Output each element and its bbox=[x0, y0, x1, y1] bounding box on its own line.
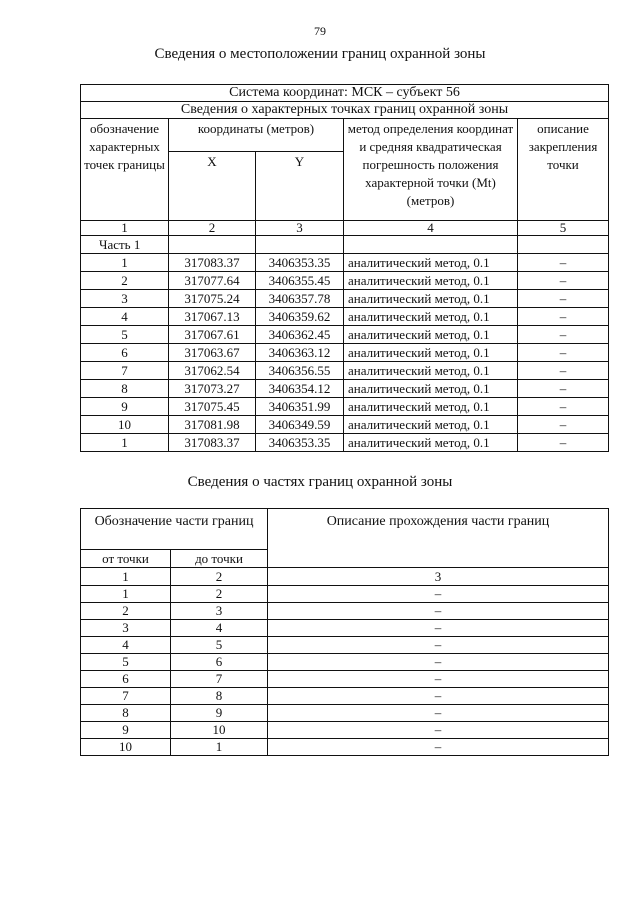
description-cell: – bbox=[518, 254, 609, 272]
point-cell: 2 bbox=[81, 272, 169, 290]
y-cell: 3406353.35 bbox=[256, 254, 344, 272]
description-cell: – bbox=[518, 308, 609, 326]
passage-description-cell: – bbox=[268, 603, 609, 620]
y-cell: 3406362.45 bbox=[256, 326, 344, 344]
x-cell: 317083.37 bbox=[169, 254, 256, 272]
description-cell: – bbox=[518, 272, 609, 290]
to-point-cell: 3 bbox=[171, 603, 268, 620]
boundary-points-table bbox=[80, 84, 609, 452]
table-row bbox=[81, 344, 609, 362]
to-point-cell: 1 bbox=[171, 739, 268, 756]
point-cell: 9 bbox=[81, 398, 169, 416]
point-cell: 6 bbox=[81, 344, 169, 362]
y-cell: 3406354.12 bbox=[256, 380, 344, 398]
table-row bbox=[81, 272, 609, 290]
x-cell: 317075.24 bbox=[169, 290, 256, 308]
page-number: 79 bbox=[314, 24, 326, 38]
passage-description-cell: – bbox=[268, 705, 609, 722]
description-cell: – bbox=[518, 434, 609, 452]
location-heading: Сведения о местоположении границ охранной зоны bbox=[154, 46, 486, 62]
y-cell: 3406349.59 bbox=[256, 416, 344, 434]
x-cell: 317081.98 bbox=[169, 416, 256, 434]
description-cell: – bbox=[518, 398, 609, 416]
col-header-point: обозначение характерных точек границы bbox=[81, 119, 169, 221]
table-row bbox=[81, 308, 609, 326]
to-point-cell: 8 bbox=[171, 688, 268, 705]
from-point-cell: 4 bbox=[81, 637, 171, 654]
table-row bbox=[81, 380, 609, 398]
table-row bbox=[81, 637, 609, 654]
table-row bbox=[81, 722, 609, 739]
point-cell: 7 bbox=[81, 362, 169, 380]
point-cell: 10 bbox=[81, 416, 169, 434]
description-cell: – bbox=[518, 290, 609, 308]
table-row bbox=[81, 671, 609, 688]
passage-description-cell: – bbox=[268, 671, 609, 688]
method-cell: аналитический метод, 0.1 bbox=[344, 290, 518, 308]
from-point-cell: 6 bbox=[81, 671, 171, 688]
from-point-cell: 3 bbox=[81, 620, 171, 637]
method-cell: аналитический метод, 0.1 bbox=[344, 416, 518, 434]
x-cell: 317073.27 bbox=[169, 380, 256, 398]
x-cell: 317067.13 bbox=[169, 308, 256, 326]
col-number: 4 bbox=[344, 221, 518, 236]
description-cell: – bbox=[518, 326, 609, 344]
x-cell: 317062.54 bbox=[169, 362, 256, 380]
method-cell: аналитический метод, 0.1 bbox=[344, 434, 518, 452]
passage-description-cell: – bbox=[268, 586, 609, 603]
description-cell: – bbox=[518, 380, 609, 398]
col-header-x: X bbox=[169, 152, 256, 221]
from-point-cell: 8 bbox=[81, 705, 171, 722]
to-point-cell: 6 bbox=[171, 654, 268, 671]
coordinate-system-row: Система координат: МСК – субъект 56 bbox=[81, 85, 609, 102]
from-point-cell: 5 bbox=[81, 654, 171, 671]
col-header-passage-description: Описание прохождения части границ bbox=[268, 509, 609, 568]
to-point-cell: 5 bbox=[171, 637, 268, 654]
y-cell: 3406359.62 bbox=[256, 308, 344, 326]
table-row bbox=[81, 654, 609, 671]
x-cell: 317077.64 bbox=[169, 272, 256, 290]
passage-description-cell: – bbox=[268, 620, 609, 637]
passage-description-cell: – bbox=[268, 637, 609, 654]
col-header-designation: Обозначение части границ bbox=[81, 509, 268, 550]
y-cell: 3406351.99 bbox=[256, 398, 344, 416]
table-row bbox=[81, 290, 609, 308]
point-cell: 1 bbox=[81, 254, 169, 272]
point-cell: 5 bbox=[81, 326, 169, 344]
col-number: 2 bbox=[171, 568, 268, 586]
x-cell: 317067.61 bbox=[169, 326, 256, 344]
x-cell: 317063.67 bbox=[169, 344, 256, 362]
to-point-cell: 2 bbox=[171, 586, 268, 603]
table-row bbox=[81, 326, 609, 344]
col-number: 3 bbox=[256, 221, 344, 236]
part-label: Часть 1 bbox=[81, 236, 169, 254]
points-info-row: Сведения о характерных точках границ охранной зоны bbox=[81, 102, 609, 119]
table-row bbox=[81, 398, 609, 416]
y-cell: 3406357.78 bbox=[256, 290, 344, 308]
point-cell: 3 bbox=[81, 290, 169, 308]
table-row bbox=[81, 362, 609, 380]
method-cell: аналитический метод, 0.1 bbox=[344, 272, 518, 290]
from-point-cell: 10 bbox=[81, 739, 171, 756]
point-cell: 4 bbox=[81, 308, 169, 326]
col-number: 5 bbox=[518, 221, 609, 236]
col-number: 1 bbox=[81, 221, 169, 236]
table-row bbox=[81, 705, 609, 722]
col-header-method: метод определения координат и средняя квадратическая погрешность положения характерной точки (Mt) (метров) bbox=[344, 119, 518, 221]
to-point-cell: 10 bbox=[171, 722, 268, 739]
from-point-cell: 7 bbox=[81, 688, 171, 705]
table-row bbox=[81, 620, 609, 637]
point-cell: 8 bbox=[81, 380, 169, 398]
col-number: 2 bbox=[169, 221, 256, 236]
method-cell: аналитический метод, 0.1 bbox=[344, 380, 518, 398]
parts-heading: Сведения о частях границ охранной зоны bbox=[187, 474, 453, 490]
method-cell: аналитический метод, 0.1 bbox=[344, 362, 518, 380]
from-point-cell: 2 bbox=[81, 603, 171, 620]
method-cell: аналитический метод, 0.1 bbox=[344, 326, 518, 344]
col-header-from-point: от точки bbox=[81, 550, 171, 568]
col-header-coordinates: координаты (метров) bbox=[169, 119, 344, 152]
y-cell: 3406353.35 bbox=[256, 434, 344, 452]
col-header-to-point: до точки bbox=[171, 550, 268, 568]
table-row bbox=[81, 603, 609, 620]
y-cell: 3406363.12 bbox=[256, 344, 344, 362]
table-row bbox=[81, 739, 609, 756]
col-number: 3 bbox=[268, 568, 609, 586]
from-point-cell: 1 bbox=[81, 586, 171, 603]
method-cell: аналитический метод, 0.1 bbox=[344, 344, 518, 362]
to-point-cell: 4 bbox=[171, 620, 268, 637]
method-cell: аналитический метод, 0.1 bbox=[344, 398, 518, 416]
x-cell: 317083.37 bbox=[169, 434, 256, 452]
y-cell: 3406355.45 bbox=[256, 272, 344, 290]
description-cell: – bbox=[518, 362, 609, 380]
to-point-cell: 9 bbox=[171, 705, 268, 722]
passage-description-cell: – bbox=[268, 654, 609, 671]
from-point-cell: 9 bbox=[81, 722, 171, 739]
passage-description-cell: – bbox=[268, 739, 609, 756]
table-row bbox=[81, 688, 609, 705]
col-header-description: описание закрепления точки bbox=[518, 119, 609, 221]
passage-description-cell: – bbox=[268, 688, 609, 705]
col-number: 1 bbox=[81, 568, 171, 586]
description-cell: – bbox=[518, 344, 609, 362]
point-cell: 1 bbox=[81, 434, 169, 452]
method-cell: аналитический метод, 0.1 bbox=[344, 308, 518, 326]
table-row bbox=[81, 416, 609, 434]
col-header-y: Y bbox=[256, 152, 344, 221]
passage-description-cell: – bbox=[268, 722, 609, 739]
x-cell: 317075.45 bbox=[169, 398, 256, 416]
table-row bbox=[81, 434, 609, 452]
to-point-cell: 7 bbox=[171, 671, 268, 688]
method-cell: аналитический метод, 0.1 bbox=[344, 254, 518, 272]
boundary-parts-table bbox=[80, 508, 609, 756]
y-cell: 3406356.55 bbox=[256, 362, 344, 380]
description-cell: – bbox=[518, 416, 609, 434]
table-row bbox=[81, 586, 609, 603]
table-row bbox=[81, 254, 609, 272]
